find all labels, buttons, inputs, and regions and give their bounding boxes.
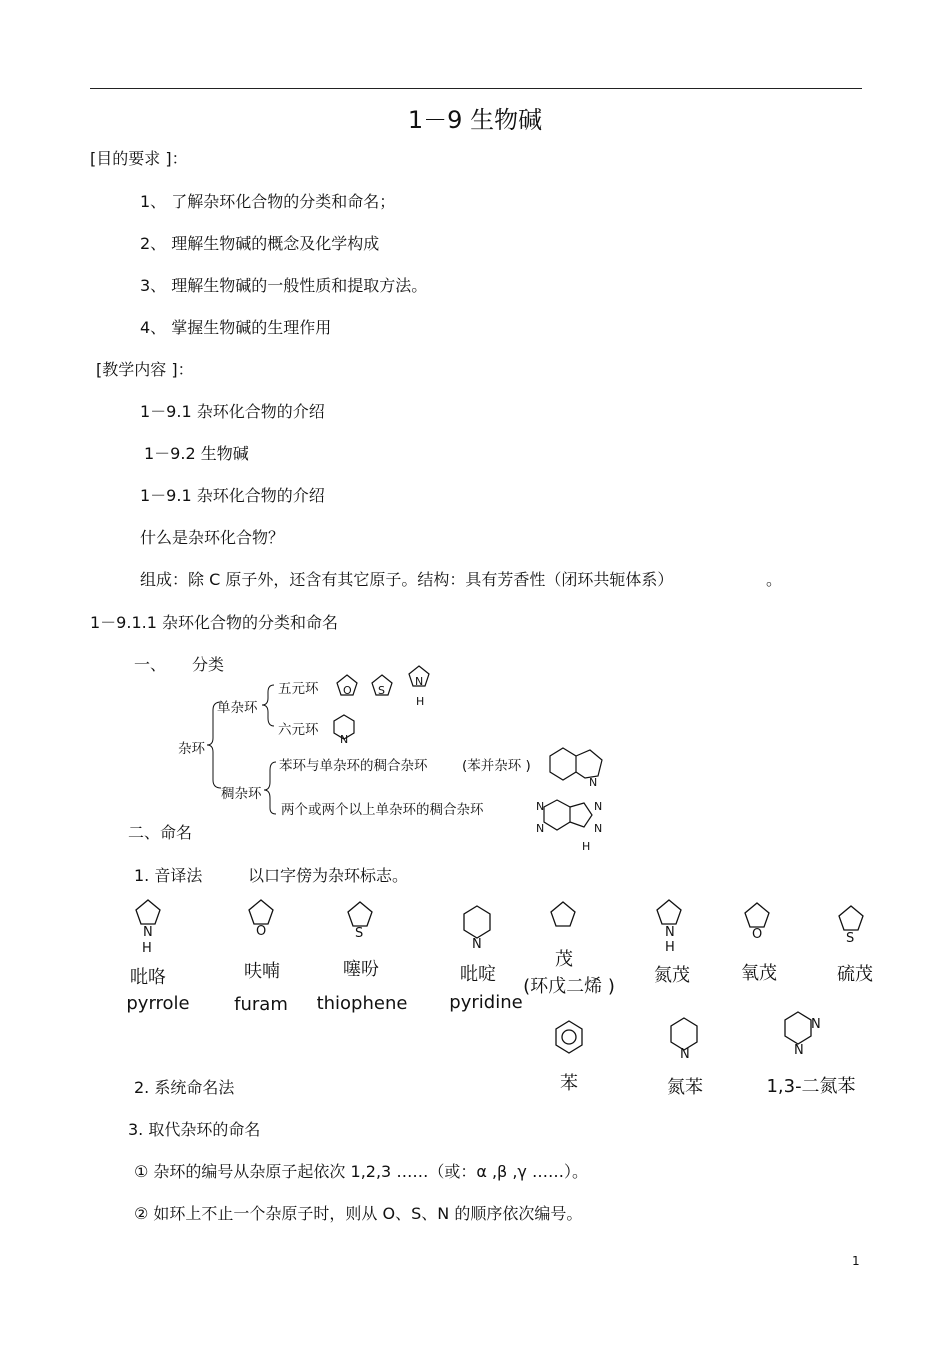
method3-label: 3. 取代杂环的命名 [128, 1120, 261, 1139]
method2-label: 2. 系统命名法 [134, 1078, 235, 1097]
objective-item: 4、 掌握生物碱的生理作用 [140, 318, 332, 337]
tree-benzo-label: 苯环与单杂环的稠合杂环 [279, 758, 428, 774]
svg-text:N: N [665, 925, 675, 940]
svg-text:N: N [143, 925, 153, 940]
compound-cn: 呋喃 [244, 961, 280, 982]
svg-text:S: S [378, 684, 385, 697]
compound-en: pyrrole [126, 993, 190, 1014]
compound-cn: 吡咯 [130, 967, 166, 988]
compound-en: thiophene [316, 993, 408, 1014]
rule-item: ① 杂环的编号从杂原子起依次 1,2,3 ……（或：α ,β ,γ ……）。 [134, 1162, 588, 1181]
cyclopentadiene-icon [551, 902, 575, 926]
content-item: 1－9.2 生物碱 [144, 444, 249, 463]
compound-cn: 氮茂 [654, 965, 690, 986]
question-text: 什么是杂环化合物？ [140, 528, 285, 547]
content-heading: [教学内容 ]： [96, 360, 194, 379]
compound-cn: 吡啶 [460, 964, 496, 985]
objective-item: 2、 理解生物碱的概念及化学构成 [140, 234, 380, 253]
svg-text:H: H [665, 940, 675, 955]
objective-item: 1、 了解杂环化合物的分类和命名； [140, 192, 396, 211]
svg-text:N: N [794, 1043, 804, 1058]
svg-text:N: N [811, 1017, 821, 1032]
pyrrole-icon [657, 900, 681, 924]
section-title: 1－9.1.1 杂环化合物的分类和命名 [90, 613, 338, 632]
compound-en: (环戊二烯 ) [523, 976, 615, 997]
objective-item: 3、 理解生物碱的一般性质和提取方法。 [140, 276, 428, 295]
page-title: 1－9 生物碱 [407, 106, 543, 134]
svg-text:N: N [680, 1047, 690, 1060]
composition-text: 组成：除 C 原子外，还含有其它原子。结构：具有芳香性（闭环共轭体系） [140, 570, 674, 589]
classification-number: 一、 [134, 655, 167, 674]
compound-en: pyridine [449, 992, 523, 1013]
method1-label: 1. 音译法 [134, 866, 203, 885]
svg-text:N: N [472, 937, 482, 952]
thiophene-icon [348, 902, 372, 926]
tree-six-label: 六元环 [278, 722, 319, 738]
compound-cn: 茂 [555, 949, 573, 970]
svg-text:S: S [846, 931, 855, 946]
top-rule [90, 88, 862, 89]
svg-text:N: N [536, 822, 545, 835]
svg-text:O: O [343, 684, 352, 697]
naming-heading: 二、命名 [128, 823, 193, 842]
benzene-icon [556, 1021, 582, 1053]
method1-desc: 以口字傍为杂环标志。 [248, 866, 409, 885]
svg-text:O: O [752, 927, 763, 942]
tree-bracket [207, 702, 221, 745]
pyridine-icon [464, 906, 490, 938]
svg-text:O: O [256, 924, 267, 939]
compound-cn: 硫茂 [837, 964, 873, 985]
content-item: 1－9.1 杂环化合物的介绍 [140, 402, 325, 421]
tree-five-label: 五元环 [278, 681, 319, 697]
furan-icon [249, 900, 273, 924]
composition-end: 。 [766, 570, 783, 589]
content-item: 1－9.1 杂环化合物的介绍 [140, 486, 325, 505]
svg-text:N: N [589, 776, 598, 789]
benzene-cn: 苯 [560, 1073, 578, 1094]
tree-single-label: 单杂环 [217, 700, 258, 716]
furan-icon [745, 903, 769, 927]
svg-text:N: N [536, 800, 545, 813]
pyridine-icon [671, 1018, 697, 1050]
classification-heading: 分类 [192, 655, 225, 674]
tree-benzo-note: (苯并杂环 ) [462, 758, 531, 774]
pyrimidine-icon [785, 1012, 811, 1044]
svg-text:N: N [415, 675, 424, 688]
page-number: 1 [852, 1254, 860, 1268]
tree-bracket [207, 745, 221, 788]
compound-en: furam [234, 994, 288, 1015]
rule-item: ② 如环上不止一个杂原子时，则从 O、S、N 的顺序依次编号。 [134, 1204, 583, 1223]
azabenzene-cn: 氮苯 [667, 1077, 703, 1098]
purine-icon [544, 800, 570, 830]
indole-icon [550, 748, 576, 780]
objectives-heading: [目的要求 ]： [90, 149, 188, 168]
svg-text:N: N [594, 822, 603, 835]
svg-text:N: N [594, 800, 603, 813]
svg-text:N: N [340, 733, 349, 746]
tree-fused-label: 稠杂环 [221, 786, 262, 802]
pyrrole-icon [136, 900, 160, 924]
tree-root-label: 杂环 [178, 741, 205, 757]
tree-bracket [262, 685, 274, 726]
tree-multi-label: 两个或两个以上单杂环的稠合杂环 [281, 802, 484, 818]
diazabenzene-cn: 1,3-二氮苯 [766, 1076, 856, 1097]
compound-cn: 噻吩 [343, 959, 379, 980]
svg-text:H: H [416, 695, 425, 708]
svg-text:H: H [582, 840, 591, 853]
tree-bracket [264, 762, 276, 814]
svg-text:H: H [142, 941, 152, 956]
svg-text:S: S [355, 926, 364, 941]
thiophene-icon [839, 906, 863, 930]
compound-cn: 氧茂 [741, 963, 777, 984]
